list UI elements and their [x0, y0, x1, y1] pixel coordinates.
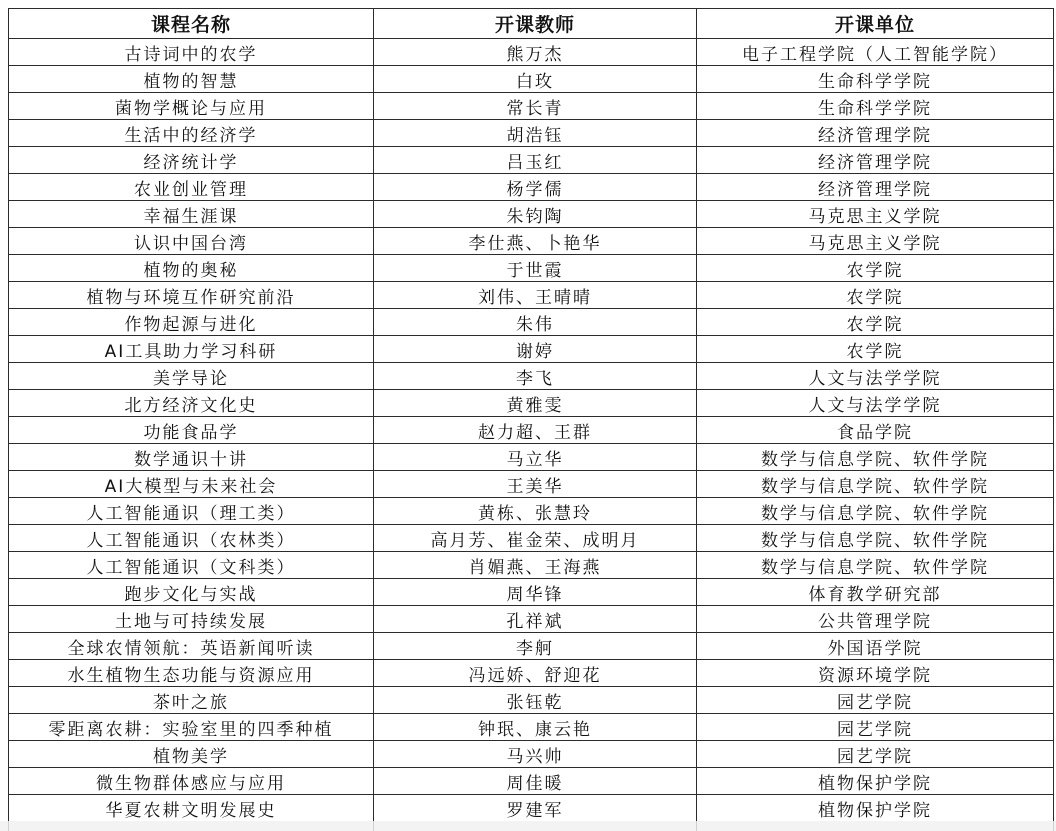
gridline [696, 821, 697, 831]
cell-teacher[interactable]: 马兴帅 [374, 741, 697, 768]
table-row [9, 201, 1054, 228]
cell-teacher[interactable]: 马立华 [374, 444, 697, 471]
cell-department[interactable]: 食品学院 [697, 417, 1054, 444]
cell-department[interactable]: 外国语学院 [697, 633, 1054, 660]
cell-course-name[interactable]: 微生物群体感应与应用 [9, 768, 374, 795]
cell-teacher[interactable]: 谢婷 [374, 336, 697, 363]
cell-teacher[interactable]: 常长青 [374, 93, 697, 120]
table-row [9, 282, 1054, 309]
cell-teacher[interactable]: 李飞 [374, 363, 697, 390]
cell-course-name[interactable]: 植物的智慧 [9, 66, 374, 93]
cell-teacher[interactable]: 刘伟、王晴晴 [374, 282, 697, 309]
cell-teacher[interactable]: 白玫 [374, 66, 697, 93]
cell-course-name[interactable]: 零距离农耕：实验室里的四季种植 [9, 714, 374, 741]
cell-department[interactable]: 园艺学院 [697, 687, 1054, 714]
cell-department[interactable]: 园艺学院 [697, 741, 1054, 768]
cell-course-name[interactable]: 作物起源与进化 [9, 309, 374, 336]
cell-teacher[interactable]: 黄雅雯 [374, 390, 697, 417]
cell-department[interactable]: 公共管理学院 [697, 606, 1054, 633]
cell-course-name[interactable]: 全球农情领航：英语新闻听读 [9, 633, 374, 660]
course-table [8, 8, 1054, 822]
cell-teacher[interactable]: 李仕燕、卜艳华 [374, 228, 697, 255]
table-row [9, 336, 1054, 363]
table-row [9, 174, 1054, 201]
cell-department[interactable]: 农学院 [697, 309, 1054, 336]
cell-department[interactable]: 经济管理学院 [697, 147, 1054, 174]
cell-department[interactable]: 经济管理学院 [697, 174, 1054, 201]
cell-course-name[interactable]: 人工智能通识（农林类） [9, 525, 374, 552]
table-row [9, 606, 1054, 633]
cell-department[interactable]: 数学与信息学院、软件学院 [697, 471, 1054, 498]
cell-course-name[interactable]: 生活中的经济学 [9, 120, 374, 147]
cell-department[interactable]: 园艺学院 [697, 714, 1054, 741]
cell-course-name[interactable]: 水生植物生态功能与资源应用 [9, 660, 374, 687]
table-row [9, 417, 1054, 444]
cell-department[interactable]: 体育教学研究部 [697, 579, 1054, 606]
cell-teacher[interactable]: 周华锋 [374, 579, 697, 606]
cell-department[interactable]: 资源环境学院 [697, 660, 1054, 687]
cell-department[interactable]: 农学院 [697, 255, 1054, 282]
cell-teacher[interactable]: 熊万杰 [374, 39, 697, 66]
cell-department[interactable]: 农学院 [697, 336, 1054, 363]
cell-teacher[interactable]: 肖媚燕、王海燕 [374, 552, 697, 579]
table-row [9, 687, 1054, 714]
cell-course-name[interactable]: 古诗词中的农学 [9, 39, 374, 66]
table-row [9, 390, 1054, 417]
cell-course-name[interactable]: 植物美学 [9, 741, 374, 768]
cell-department[interactable]: 数学与信息学院、软件学院 [697, 552, 1054, 579]
cell-teacher[interactable]: 赵力超、王群 [374, 417, 697, 444]
table-row [9, 444, 1054, 471]
header-department[interactable]: 开课单位 [697, 9, 1054, 39]
cell-teacher[interactable]: 李舸 [374, 633, 697, 660]
cell-course-name[interactable]: AI工具助力学习科研 [9, 336, 374, 363]
cell-teacher[interactable]: 钟珉、康云艳 [374, 714, 697, 741]
cell-department[interactable]: 经济管理学院 [697, 120, 1054, 147]
cell-course-name[interactable]: 菌物学概论与应用 [9, 93, 374, 120]
cell-teacher[interactable]: 吕玉红 [374, 147, 697, 174]
cell-department[interactable]: 生命科学学院 [697, 93, 1054, 120]
table-row [9, 795, 1054, 822]
table-row [9, 498, 1054, 525]
header-teacher[interactable]: 开课教师 [374, 9, 697, 39]
table-row [9, 309, 1054, 336]
cell-course-name[interactable]: 功能食品学 [9, 417, 374, 444]
table-row [9, 228, 1054, 255]
cell-course-name[interactable]: 北方经济文化史 [9, 390, 374, 417]
gridline [1053, 821, 1054, 831]
table-row [9, 39, 1054, 66]
cell-course-name[interactable]: 人工智能通识（文科类） [9, 552, 374, 579]
cell-department[interactable]: 数学与信息学院、软件学院 [697, 498, 1054, 525]
table-row [9, 471, 1054, 498]
cell-teacher[interactable]: 王美华 [374, 471, 697, 498]
cell-department[interactable]: 生命科学学院 [697, 66, 1054, 93]
cell-teacher[interactable]: 高月芳、崔金荣、成明月 [374, 525, 697, 552]
cell-course-name[interactable]: 幸福生涯课 [9, 201, 374, 228]
cell-department[interactable]: 马克思主义学院 [697, 201, 1054, 228]
cell-course-name[interactable]: 经济统计学 [9, 147, 374, 174]
cell-course-name[interactable]: AI大模型与未来社会 [9, 471, 374, 498]
cell-teacher[interactable]: 周佳暖 [374, 768, 697, 795]
cell-course-name[interactable]: 数学通识十讲 [9, 444, 374, 471]
cell-department[interactable]: 马克思主义学院 [697, 228, 1054, 255]
cell-department[interactable]: 植物保护学院 [697, 795, 1054, 822]
table-row [9, 714, 1054, 741]
cell-department[interactable]: 人文与法学学院 [697, 390, 1054, 417]
gridline [373, 821, 374, 831]
cell-department[interactable]: 农学院 [697, 282, 1054, 309]
cell-course-name[interactable]: 美学导论 [9, 363, 374, 390]
table-row [9, 768, 1054, 795]
cell-department[interactable]: 植物保护学院 [697, 768, 1054, 795]
table-row [9, 525, 1054, 552]
cell-course-name[interactable]: 植物与环境互作研究前沿 [9, 282, 374, 309]
table-body [9, 39, 1054, 822]
sheet-next-row [0, 821, 1056, 831]
cell-teacher[interactable]: 冯远娇、舒迎花 [374, 660, 697, 687]
table-row [9, 255, 1054, 282]
cell-teacher[interactable]: 杨学儒 [374, 174, 697, 201]
cell-teacher[interactable]: 朱钧陶 [374, 201, 697, 228]
cell-course-name[interactable]: 土地与可持续发展 [9, 606, 374, 633]
cell-department[interactable]: 电子工程学院（人工智能学院） [697, 39, 1054, 66]
header-course-name[interactable]: 课程名称 [9, 9, 374, 39]
table-row [9, 579, 1054, 606]
cell-course-name[interactable]: 人工智能通识（理工类） [9, 498, 374, 525]
table-row [9, 66, 1054, 93]
gridline [8, 821, 9, 831]
table-row [9, 633, 1054, 660]
cell-department[interactable]: 数学与信息学院、软件学院 [697, 525, 1054, 552]
cell-teacher[interactable]: 朱伟 [374, 309, 697, 336]
table-row [9, 120, 1054, 147]
cell-teacher[interactable]: 张钰乾 [374, 687, 697, 714]
cell-department[interactable]: 数学与信息学院、软件学院 [697, 444, 1054, 471]
cell-teacher[interactable]: 罗建军 [374, 795, 697, 822]
cell-course-name[interactable]: 跑步文化与实战 [9, 579, 374, 606]
cell-course-name[interactable]: 认识中国台湾 [9, 228, 374, 255]
cell-department[interactable]: 人文与法学学院 [697, 363, 1054, 390]
cell-course-name[interactable]: 植物的奥秘 [9, 255, 374, 282]
table-row [9, 552, 1054, 579]
table-row [9, 660, 1054, 687]
table-row [9, 147, 1054, 174]
header-row [9, 9, 1054, 39]
cell-teacher[interactable]: 孔祥斌 [374, 606, 697, 633]
cell-course-name[interactable]: 茶叶之旅 [9, 687, 374, 714]
cell-course-name[interactable]: 农业创业管理 [9, 174, 374, 201]
table-row [9, 741, 1054, 768]
cell-teacher[interactable]: 于世霞 [374, 255, 697, 282]
cell-course-name[interactable]: 华夏农耕文明发展史 [9, 795, 374, 822]
table-row [9, 93, 1054, 120]
cell-teacher[interactable]: 胡浩钰 [374, 120, 697, 147]
table-row [9, 363, 1054, 390]
cell-teacher[interactable]: 黄栋、张慧玲 [374, 498, 697, 525]
